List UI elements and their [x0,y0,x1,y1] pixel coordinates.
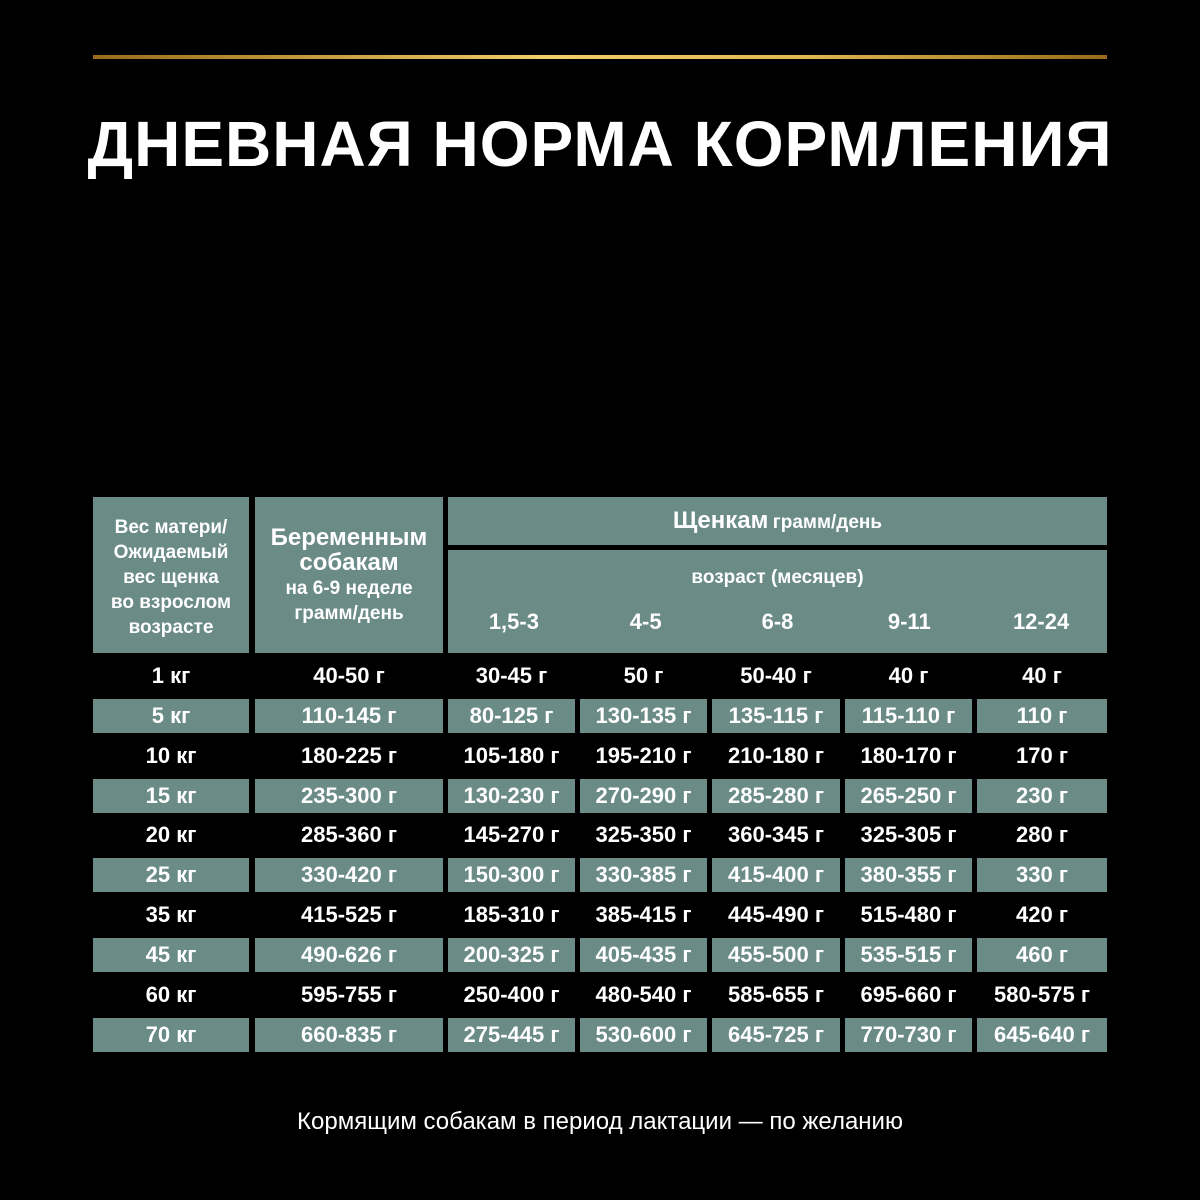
weight-cell: 25 кг [93,858,249,892]
age-6-8-cell: 210-180 г [727,743,824,768]
gold-divider-line [93,55,1107,59]
age-4-5-cell: 330-385 г [580,858,707,892]
pregnant-cell: 110-145 г [255,699,443,733]
age-9-11-cell: 180-170 г [860,743,957,768]
header-weight-column [93,497,249,653]
age-6-8-cell: 360-345 г [727,822,824,847]
age-9-11-cell: 115-110 г [845,699,972,733]
header-puppies-title: Щенкам [672,507,769,534]
age-1-5-3-cell: 30-45 г [475,663,548,688]
age-group: 12-24 [1012,609,1070,634]
age-12-24-cell: 460 г [977,938,1107,972]
footnote: Кормящим собакам в период лактации — по желанию [297,1108,903,1135]
header-puppies [448,497,1107,545]
header-pregnant-title: собакам [299,549,399,576]
header-pregnant-column [255,497,443,653]
age-4-5-cell: 325-350 г [595,822,692,847]
age-9-11-cell: 40 г [888,663,929,688]
weight-cell: 70 кг [93,1018,249,1052]
pregnant-cell: 235-300 г [255,779,443,813]
age-1-5-3-cell: 150-300 г [448,858,575,892]
age-6-8-cell: 445-490 г [727,902,824,927]
age-12-24-cell: 170 г [1016,743,1068,768]
age-6-8-cell: 285-280 г [712,779,840,813]
age-1-5-3-cell: 200-325 г [448,938,575,972]
header-puppies-unit: грамм/день [772,512,883,533]
age-1-5-3-cell: 185-310 г [463,902,560,927]
weight-cell: 15 кг [93,779,249,813]
age-1-5-3-cell: 250-400 г [463,982,560,1007]
age-6-8-cell: 415-400 г [712,858,840,892]
age-12-24-cell: 580-575 г [993,982,1090,1007]
age-6-8-cell: 645-725 г [712,1018,840,1052]
table-row [93,699,1107,733]
age-9-11-cell: 325-305 г [860,822,957,847]
age-4-5-cell: 405-435 г [580,938,707,972]
age-9-11-cell: 265-250 г [845,779,972,813]
pregnant-cell: 660-835 г [255,1018,443,1052]
header-age-groups [448,550,1107,653]
table-row [93,938,1107,972]
age-12-24-cell: 280 г [1016,822,1068,847]
header-weight-line: вес щенка [123,566,219,588]
age-4-5-cell: 385-415 г [595,902,692,927]
age-9-11-cell: 695-660 г [860,982,957,1007]
pregnant-cell: 490-626 г [255,938,443,972]
age-group: 6-8 [761,609,794,634]
table-row [93,779,1107,813]
pregnant-cell: 40-50 г [313,663,385,688]
age-9-11-cell: 380-355 г [845,858,972,892]
header-weight-line: возрасте [128,616,214,638]
header-age-label: возраст (месяцев) [691,567,864,588]
header-weight-line: Ожидаемый [113,541,229,563]
pregnant-cell: 595-755 г [300,982,397,1007]
weight-cell: 45 кг [93,938,249,972]
table-row [93,659,1107,693]
age-12-24-cell: 420 г [1016,902,1068,927]
header-pregnant-sub: на 6-9 неделе [285,578,413,599]
table-row [93,898,1107,932]
age-12-24-cell: 110 г [977,699,1107,733]
age-group-list [448,609,1107,635]
age-1-5-3-cell: 80-125 г [448,699,575,733]
age-4-5-cell: 130-135 г [580,699,707,733]
age-group: 4-5 [629,609,662,634]
age-4-5-cell: 480-540 г [595,982,692,1007]
weight-cell: 60 кг [145,982,197,1007]
age-6-8-cell: 455-500 г [712,938,840,972]
table-row [93,739,1107,773]
age-1-5-3-cell: 105-180 г [463,743,560,768]
age-6-8-cell: 585-655 г [727,982,824,1007]
pregnant-cell: 415-525 г [300,902,397,927]
weight-cell: 10 кг [145,743,197,768]
table-row [93,1018,1107,1052]
header-pregnant-title: Беременным [270,524,428,551]
age-1-5-3-cell: 130-230 г [448,779,575,813]
table-row [93,978,1107,1012]
pregnant-cell: 330-420 г [255,858,443,892]
header-weight-line: во взрослом [110,591,232,613]
pregnant-cell: 285-360 г [300,822,397,847]
age-1-5-3-cell: 275-445 г [448,1018,575,1052]
header-pregnant-sub: грамм/день [294,603,404,624]
age-12-24-cell: 645-640 г [977,1018,1107,1052]
page-title: ДНЕВНАЯ НОРМА КОРМЛЕНИЯ [87,108,1113,180]
age-9-11-cell: 515-480 г [860,902,957,927]
age-6-8-cell: 50-40 г [740,663,812,688]
age-9-11-cell: 535-515 г [845,938,972,972]
age-12-24-cell: 330 г [977,858,1107,892]
age-12-24-cell: 230 г [977,779,1107,813]
age-9-11-cell: 770-730 г [845,1018,972,1052]
weight-cell: 5 кг [93,699,249,733]
weight-cell: 1 кг [151,663,191,688]
weight-cell: 35 кг [145,902,197,927]
header-weight-line: Вес матери/ [114,516,228,538]
age-1-5-3-cell: 145-270 г [463,822,560,847]
weight-cell: 20 кг [145,822,197,847]
age-group: 1,5-3 [488,609,539,634]
table-row [93,858,1107,892]
pregnant-cell: 180-225 г [300,743,397,768]
age-4-5-cell: 530-600 г [580,1018,707,1052]
age-12-24-cell: 40 г [1022,663,1062,688]
age-6-8-cell: 135-115 г [712,699,840,733]
table-row [93,818,1107,852]
age-4-5-cell: 195-210 г [595,743,692,768]
age-4-5-cell: 270-290 г [580,779,707,813]
age-group: 9-11 [887,609,931,634]
age-4-5-cell: 50 г [623,663,664,688]
